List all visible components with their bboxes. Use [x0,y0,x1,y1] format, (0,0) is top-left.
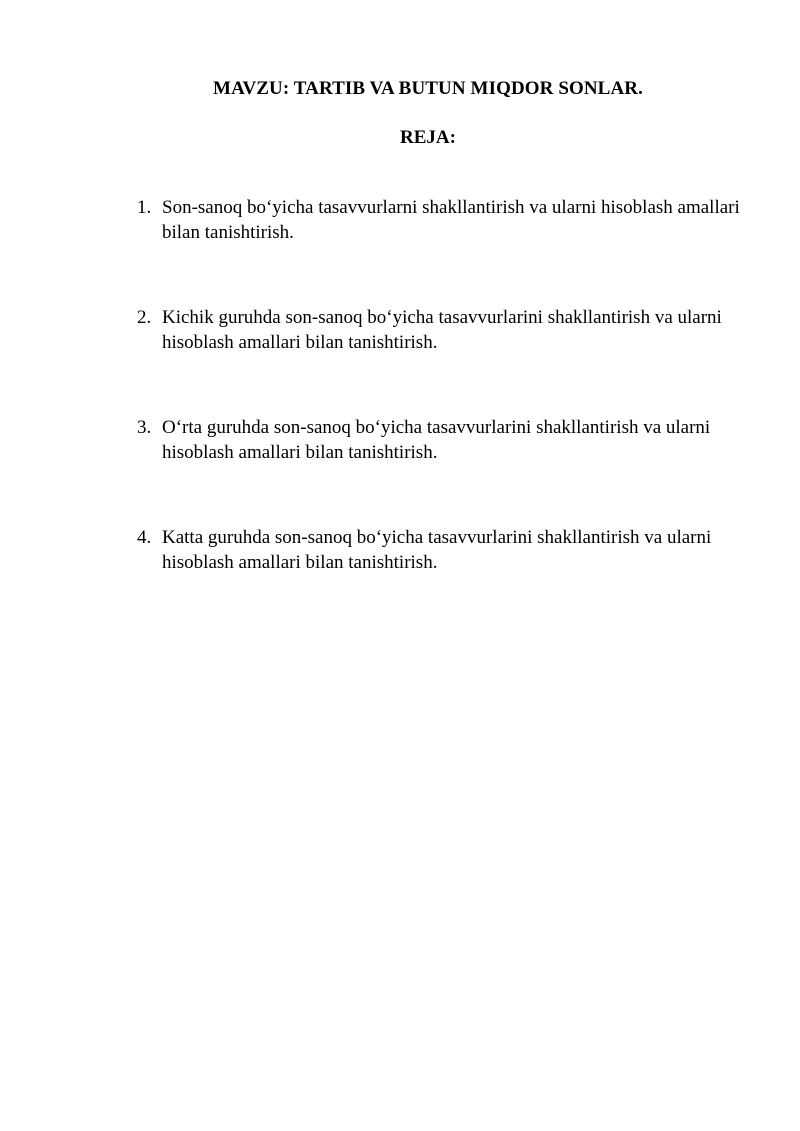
plan-item-text: O‘rta guruhda son-sanoq bo‘yicha tasavvurlarini shakllantirish va ularni hisoblash amallari bilan tanishtirish. [162,417,711,463]
document-title: MAVZU: TARTIB VA BUTUN MIQDOR SONLAR. [213,78,643,99]
plan-item-3 [137,415,757,465]
plan-item-1 [137,195,757,245]
plan-list [137,195,757,635]
plan-item-2 [137,305,757,355]
plan-item-4 [137,525,757,575]
plan-heading: REJA: [400,127,456,148]
plan-item-text: Son-sanoq bo‘yicha tasavvurlarni shakllantirish va ularni hisoblash amallari bilan tanishtirish. [162,197,740,243]
plan-item-number: 2. [137,307,152,328]
plan-item-text: Katta guruhda son-sanoq bo‘yicha tasavvurlarini shakllantirish va ularni hisoblash amallari bilan tanishtirish. [162,527,712,573]
plan-item-number: 1. [137,197,152,218]
plan-item-number: 4. [137,527,152,548]
plan-item-number: 3. [137,417,152,438]
plan-item-text: Kichik guruhda son-sanoq bo‘yicha tasavvurlarini shakllantirish va ularni hisoblash amallari bilan tanishtirish. [162,307,722,353]
